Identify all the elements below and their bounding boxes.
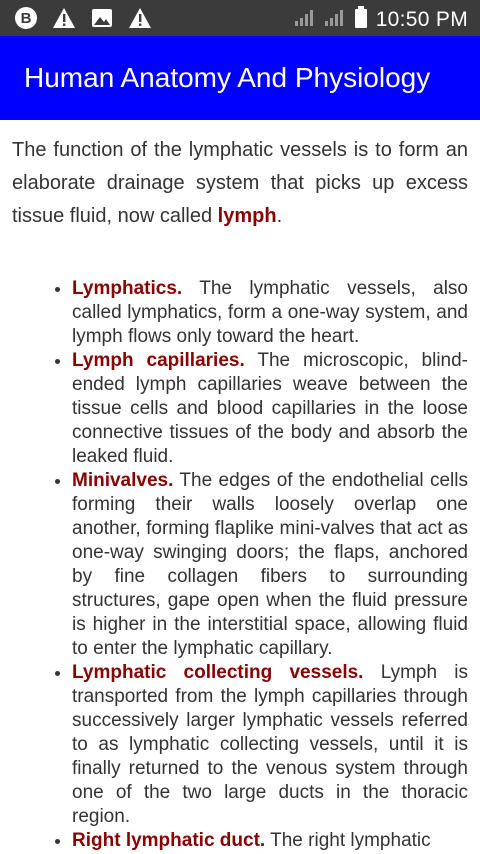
list-item-term: Lymph capillaries. [72,350,245,371]
list-item-text: Lymph is transported from the lymph capillaries through successively larger lymphatic vessels referred to as lymphatic collecting vessels, until it is finally returned to the venous system through one of the two large ducts in the thoracic region. [72,662,468,827]
notification-icons [14,6,152,30]
list-item-term: Lymphatic collecting vessels. [72,662,364,683]
battery-icon [354,6,368,33]
b-circle-icon [14,6,38,30]
system-status [294,6,468,33]
warning-icon [128,6,152,30]
list-item-term: Minivalves. [72,470,174,491]
signal-icon [294,7,316,32]
intro-text: The function of the lymphatic vessels is to form an elaborate drainage system that picks up excess tissue fluid, now called [12,139,468,227]
intro-tail: . [276,205,283,227]
list-item-term: Lymphatics. [72,278,183,299]
list-item [72,349,468,469]
list-item [72,469,468,661]
svg-text:B: B [20,10,32,27]
list-item-text: The microscopic, blind-ended lymph capillaries weave between the tissue cells and blood capillaries in the loose connective tissues of the body and absorb the leaked fluid. [72,350,468,467]
list-item-text: The edges of the endothelial cells forming their walls loosely overlap one another, forming flaplike mini-valves that act as one-way swinging doors; the flaps, anchored by fine collagen fibers to surrounding structures, gape open when the fluid pressure is higher in the interstitial space, allowing fluid to enter the lymphatic capillary. [72,470,468,659]
list-item-term: Right lymphatic duct. [72,830,266,851]
list-item [72,829,468,853]
warning-icon [52,6,76,30]
intro-paragraph [12,134,468,233]
list-item [72,661,468,829]
list-item-text: The right lymphatic [265,830,431,851]
list-item-text: The lymphatic vessels, also called lymphatics, form a one-way system, and lymph flows only toward the heart. [72,278,468,347]
intro-highlight: lymph [217,205,277,227]
list-item [72,277,468,349]
clock: 10:50 PM [375,7,468,31]
status-bar [0,0,480,36]
bullet-list [12,277,468,853]
app-title: Human Anatomy And Physiology [24,62,431,93]
image-icon [90,6,114,30]
signal-icon [324,7,346,32]
article-content [12,134,468,853]
app-bar [0,36,480,120]
